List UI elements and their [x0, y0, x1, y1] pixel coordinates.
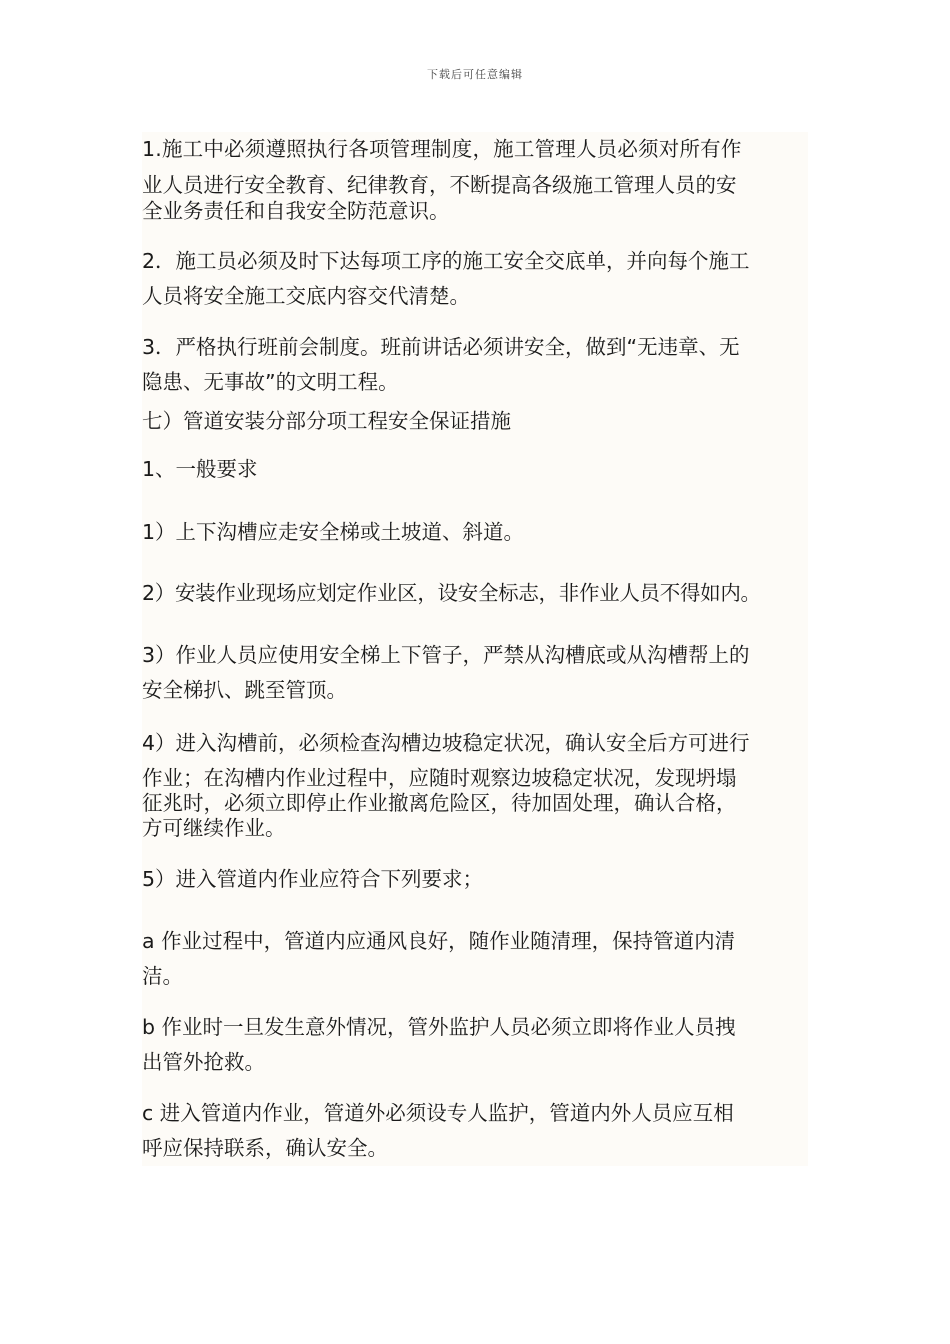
text-line: 征兆时，必须立即停止作业撤离危险区，待加固处理，确认合格，: [142, 791, 737, 815]
paragraph-2: [142, 246, 808, 311]
text-line: 人员将安全施工交底内容交代清楚。: [142, 284, 470, 308]
text-line: 3．严格执行班前会制度。班前讲话必须讲安全，做到“无违章、无: [142, 335, 740, 359]
list-item-5: [142, 864, 808, 894]
text-line: 1、一般要求: [142, 457, 258, 481]
text-line: 5）进入管道内作业应符合下列要求；: [142, 867, 484, 891]
text-line: 4）进入沟槽前，必须检查沟槽边坡稳定状况，确认安全后方可进行: [142, 731, 750, 755]
text-line: 2）安装作业现场应划定作业区，设安全标志，非作业人员不得如内。: [142, 581, 761, 605]
list-item-2: [142, 578, 832, 608]
document-body: [142, 132, 808, 1166]
list-item-3: [142, 640, 808, 705]
text-line: 隐患、无事故”的文明工程。: [142, 370, 399, 394]
text-line: 方可继续作业。: [142, 816, 286, 840]
text-line: 洁。: [142, 964, 183, 988]
text-line: c 进入管道内作业，管道外必须设专人监护，管道内外人员应互相: [142, 1101, 734, 1125]
section-heading: [142, 406, 808, 436]
text-line: 1）上下沟槽应走安全梯或土坡道、斜道。: [142, 520, 525, 544]
text-line: a 作业过程中，管道内应通风良好，随作业随清理，保持管道内清: [142, 929, 736, 953]
text-line: 2．施工员必须及时下达每项工序的施工安全交底单，并向每个施工: [142, 249, 750, 273]
list-item-4: [142, 728, 808, 843]
page-header-note: 下载后可任意编辑: [427, 68, 523, 81]
sub-item-c: [142, 1098, 808, 1163]
text-line: 1.施工中必须遵照执行各项管理制度，施工管理人员必须对所有作: [142, 137, 742, 161]
list-item-1: [142, 517, 808, 547]
paragraph-1: [142, 134, 808, 226]
text-line: 全业务责任和自我安全防范意识。: [142, 199, 450, 223]
text-line: 出管外抢救。: [142, 1050, 265, 1074]
text-line: b 作业时一旦发生意外情况，管外监护人员必须立即将作业人员拽: [142, 1015, 736, 1039]
text-line: 业人员进行安全教育、纪律教育，不断提高各级施工管理人员的安: [142, 173, 737, 197]
text-line: 3）作业人员应使用安全梯上下管子，严禁从沟槽底或从沟槽帮上的: [142, 643, 750, 667]
text-line: 作业；在沟槽内作业过程中，应随时观察边坡稳定状况，发现坍塌: [142, 766, 737, 790]
text-line: 七）管道安装分部分项工程安全保证措施: [142, 409, 511, 433]
paragraph-3: [142, 332, 808, 397]
sub-item-a: [142, 926, 808, 991]
text-line: 安全梯扒、跳至管顶。: [142, 678, 347, 702]
subsection-heading: [142, 454, 808, 484]
text-line: 呼应保持联系，确认安全。: [142, 1136, 388, 1160]
sub-item-b: [142, 1012, 808, 1077]
